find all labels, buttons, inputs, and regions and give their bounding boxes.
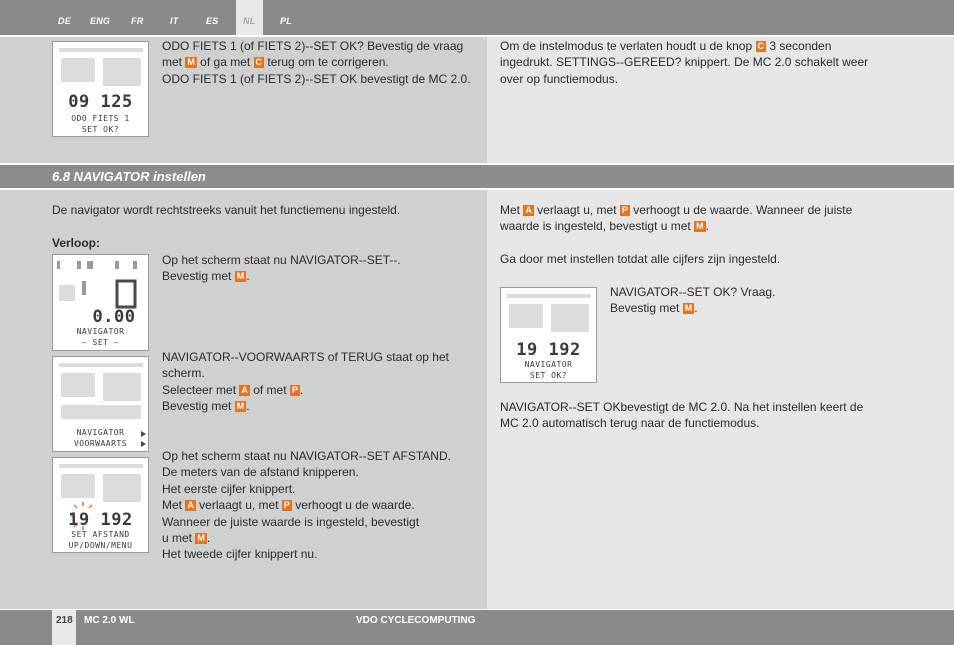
lcd-value: 19 192 [516,340,581,360]
c-key-icon: C [255,57,263,68]
p-key-icon: P [283,500,290,511]
text-line: NAVIGATOR--SET OK? Vraag. [610,285,776,299]
model-name: MC 2.0 WL [84,615,135,626]
text-line: Het tweede cijfer knippert nu. [162,547,318,562]
text-fragment: verhoogt u de waarde. Wanneer de juiste [629,203,853,217]
device-screen-odo [52,41,149,137]
text-fragment: met [162,55,186,70]
text-line: Het eerste cijfer knippert. [162,481,296,496]
text-fragment: verlaagt u, met [195,498,282,513]
text-fragment: . [206,531,211,546]
step4-text [610,284,890,317]
step2-text [162,349,482,415]
lang-eng[interactable]: ENG [90,16,111,26]
text-line: NAVIGATOR--SET OKbevestigt de MC 2.0. Na het instellen keert de [500,400,864,414]
text-fragment: . [299,382,304,397]
step3-text [162,448,482,563]
lcd-segments-icon [53,357,149,452]
p-key-icon: P [291,384,298,395]
lcd-line1: NAVIGATOR [76,428,125,437]
lcd-line1: NAVIGATOR [76,327,125,336]
text-fragment: 3 seconden [766,39,832,53]
a-key-icon: A [525,205,532,215]
page-number-box [52,610,76,645]
text-line: MC 2.0 automatisch terug naar de functiemodus. [500,416,760,431]
m-key-icon: M [236,271,245,282]
brand-name: VDO CYCLECOMPUTING [356,615,476,626]
lcd-line2: VOORWAARTS [73,439,128,448]
lang-fr[interactable]: FR [131,16,144,26]
right-paragraph-3 [500,399,920,432]
lcd-line2: — SET — [81,338,120,347]
verloop-label: Verloop: [52,236,101,250]
section1-right-text [500,38,900,87]
text-fragment: Om de instelmodus te verlaten houdt u de knop [500,39,756,53]
text-line: ODO FIETS 1 (of FIETS 2)--SET OK? Bevestig de vraag [162,39,464,53]
text-fragment: . [694,301,698,316]
text-line: scherm. [162,366,205,381]
text-line: ingedrukt. SETTINGS--GEREED? knippert. De MC 2.0 schakelt weer [500,55,869,70]
text-fragment: u met [162,531,196,546]
a-key-icon: A [187,500,194,511]
m-key-icon: M [684,303,693,314]
text-fragment: of met [249,382,290,397]
page-number: 218 [56,615,73,626]
lang-pl[interactable]: PL [280,16,292,26]
text-fragment: Bevestig met [162,399,235,414]
text-fragment: Selecteer met [162,382,240,397]
right-paragraph-2: Ga door met instellen totdat alle cijfers zijn ingesteld. [500,252,781,266]
lang-de[interactable]: DE [58,16,71,26]
text-line: Op het scherm staat nu NAVIGATOR--SET--. [162,253,401,267]
device-screen-set-distance [52,457,149,553]
text-fragment: . [246,269,250,284]
text-line: De meters van de afstand knipperen. [162,465,359,480]
text-fragment: . [246,399,250,414]
page-footer [0,610,954,645]
device-screen-navigator-set [52,254,149,351]
text-line: ODO FIETS 1 (of FIETS 2)--SET OK bevestigt de MC 2.0. [162,71,471,86]
lcd-line1: SET AFSTAND [71,530,130,539]
m-key-icon: M [187,57,195,68]
text-line: Wanneer de juiste waarde is ingesteld, bevestigt [162,514,420,529]
a-key-icon: A [241,384,248,395]
text-fragment: . [705,219,709,234]
text-line: over op functiemodus. [500,71,619,86]
text-fragment: Met [500,203,524,217]
lcd-line1: ODO FIETS 1 [71,114,130,123]
lcd-value: 0.00 [92,307,136,327]
lcd-line2: SET OK? [529,371,568,380]
section-title: 6.8 NAVIGATOR instellen [52,169,206,184]
m-key-icon: M [236,401,245,412]
text-fragment: Bevestig met [162,269,235,284]
text-fragment: Met [162,498,186,513]
text-fragment: verlaagt u, met [533,203,620,217]
lcd-line2: UP/DOWN/MENU [68,541,133,550]
lcd-value: 19 192 [68,510,133,530]
intro-text: De navigator wordt rechtstreeks vanuit het functiemenu ingesteld. [52,203,401,217]
lcd-value: 09 125 [68,92,133,112]
lang-it[interactable]: IT [170,16,179,26]
text-line: Op het scherm staat nu NAVIGATOR--SET AFSTAND. [162,449,451,463]
language-bar [0,0,954,35]
lang-nl[interactable]: NL [243,16,256,26]
lcd-segments-icon [53,255,149,351]
text-fragment: terug om te corrigeren. [264,55,389,70]
device-screen-navigator-direction [52,356,149,452]
m-key-icon: M [197,533,205,544]
c-key-icon: C [757,41,764,51]
step1-text [162,252,482,285]
m-key-icon: M [696,221,704,232]
section1-left-text [162,38,482,87]
text-fragment: of ga met [196,55,254,70]
p-key-icon: P [621,205,628,215]
lcd-line1: NAVIGATOR [524,360,573,369]
text-line: NAVIGATOR--VOORWAARTS of TERUG staat op het [162,350,449,364]
text-fragment: verhoogt u de waarde. [291,498,415,513]
device-screen-navigator-set-ok [500,287,597,383]
lcd-line2: SET OK? [81,125,120,134]
text-fragment: Bevestig met [610,301,683,316]
text-fragment: waarde is ingesteld, bevestigt u met [500,219,695,234]
lang-es[interactable]: ES [206,16,219,26]
section-title-bar [0,165,954,188]
right-paragraph-1 [500,202,900,235]
